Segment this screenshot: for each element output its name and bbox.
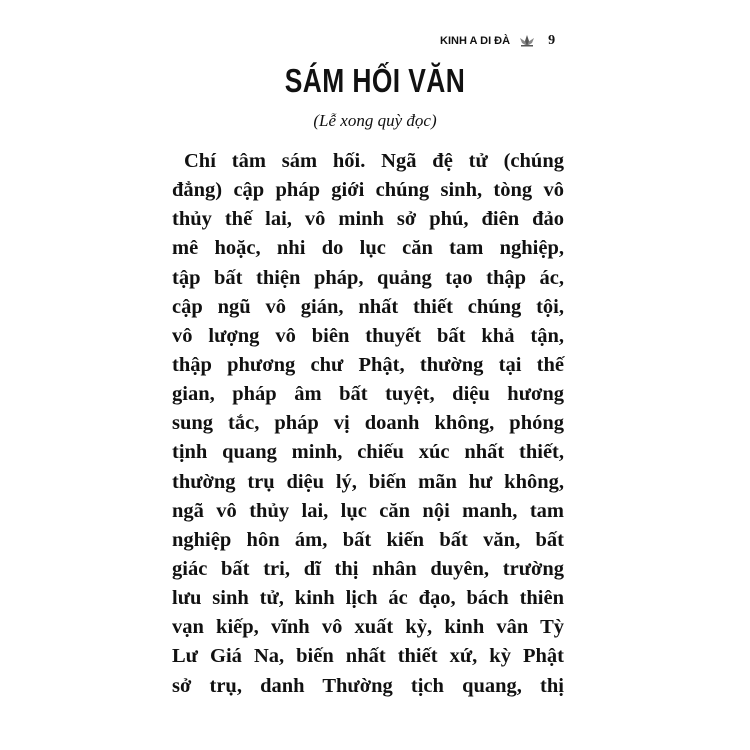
running-header — [440, 33, 570, 49]
text-line: gian, pháp âm bất tuyệt, diệu hương — [172, 383, 564, 406]
text-line: giác bất tri, dĩ thị nhân duyên, trường — [172, 557, 564, 580]
text-line: ngã vô thủy lai, lục căn nội manh, tam — [172, 499, 564, 522]
text-line: Chí tâm sám hối. Ngã đệ tử (chúng — [184, 150, 564, 172]
page-number: 9 — [548, 33, 556, 48]
text-line: thủy thế lai, vô minh sở phú, điên đảo — [172, 208, 564, 231]
text-line: nghiệp hôn ám, bất kiến bất văn, bất — [172, 528, 564, 551]
body-text — [172, 147, 564, 701]
text-line: sung tắc, pháp vị doanh không, phóng — [172, 412, 564, 435]
text-line: sở trụ, danh Thường tịch quang, thị — [172, 674, 564, 697]
text-line: đẳng) cập pháp giới chúng sinh, tòng vô — [172, 179, 564, 202]
text-line: vô lượng vô biên thuyết bất khả tận, — [172, 324, 564, 347]
lotus-icon — [518, 34, 536, 48]
text-line: Lư Giá Na, biến nhất thiết xứ, kỳ Phật — [172, 645, 564, 668]
text-line: tập bất thiện pháp, quảng tạo thập ác, — [172, 266, 564, 289]
text-line: vạn kiếp, vĩnh vô xuất kỳ, kinh vân Tỳ — [172, 616, 564, 639]
running-title: KINH A DI ĐÀ — [440, 35, 511, 47]
page-title: SÁM HỐI VĂN — [284, 62, 466, 99]
text-line: thường trụ diệu lý, biến mãn hư không, — [172, 470, 564, 493]
text-line: cập ngũ vô gián, nhất thiết chúng tội, — [172, 295, 564, 318]
text-line: mê hoặc, nhi do lục căn tam nghiệp, — [172, 237, 564, 260]
text-line: lưu sinh tử, kinh lịch ác đạo, bách thiên — [172, 587, 564, 610]
subtitle: (Lễ xong quỳ đọc) — [313, 111, 437, 130]
text-line: tịnh quang minh, chiếu xúc nhất thiết, — [172, 441, 564, 464]
text-line: thập phương chư Phật, thường tại thế — [172, 353, 564, 376]
